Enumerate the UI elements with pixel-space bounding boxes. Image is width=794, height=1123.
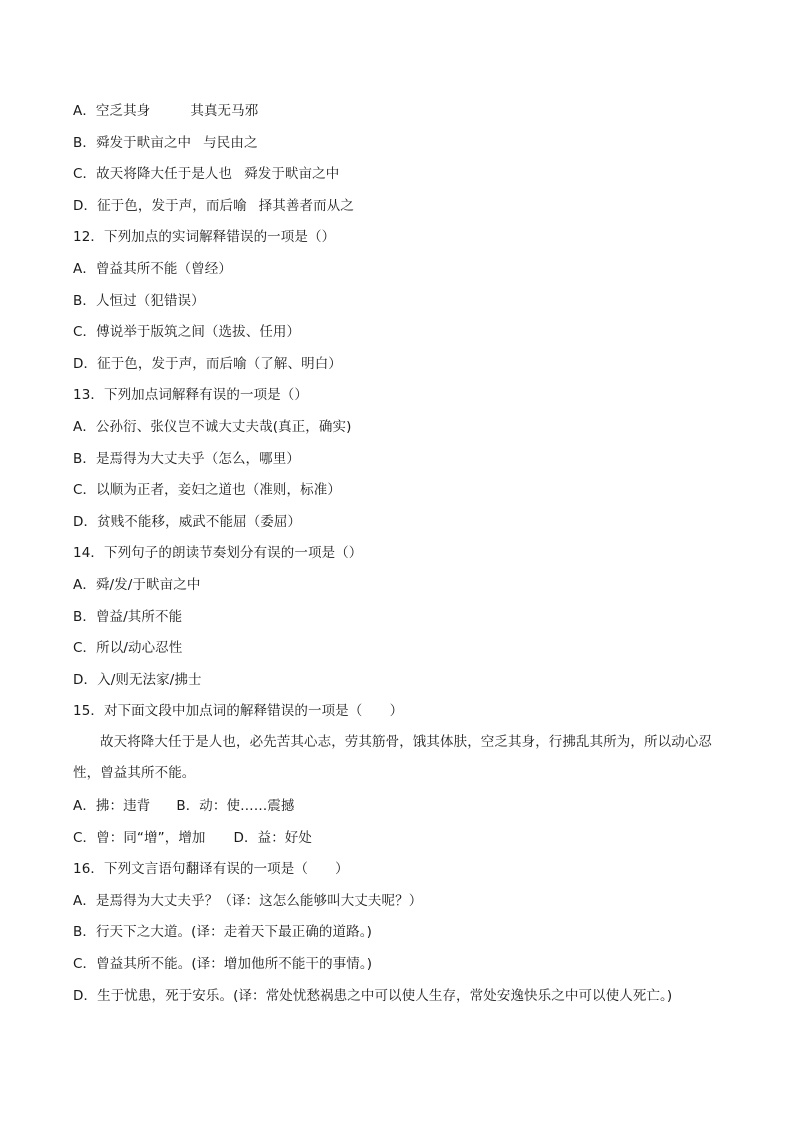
- option-text: B．动：使……震撼: [176, 798, 295, 815]
- question-stem: 16．下列文言语句翻译有误的一项是（ ）: [73, 861, 349, 878]
- option-text: A．拂：违背: [73, 798, 151, 815]
- option-line: A．是焉得为大丈夫乎？（译：这怎么能够叫大丈夫呢？）: [73, 892, 423, 909]
- option-line: [73, 163, 723, 195]
- option-line: C．所以/动心忍性: [73, 640, 183, 657]
- option-line: [73, 195, 723, 227]
- option-line: [73, 132, 723, 164]
- option-text: 舜发于畎亩之中: [244, 166, 340, 183]
- option-line: B．是焉得为大丈夫乎（怎么，哪里）: [73, 450, 300, 467]
- question-stem: 12．下列加点的实词解释错误的一项是（）: [73, 229, 336, 246]
- option-line: B．曾益/其所不能: [73, 608, 183, 625]
- question-stem: 13．下列加点词解释有误的一项是（）: [73, 387, 308, 404]
- document-content: [73, 100, 723, 1016]
- option-line: [73, 795, 723, 827]
- option-text: C．故天将降大任于是人也: [73, 166, 233, 183]
- question-stem: 14．下列句子的朗读节奏划分有误的一项是（）: [73, 545, 363, 562]
- option-line: A．舜/发/于畎亩之中: [73, 576, 201, 593]
- option-line: D．生于忧患，死于安乐。(译：常处忧愁祸患之中可以使人生存，常处安逸快乐之中可以使人死亡。): [73, 987, 673, 1004]
- option-line: [73, 827, 723, 859]
- option-line: C．曾益其所不能。(译：增加他所不能干的事情。): [73, 956, 373, 973]
- option-line: B．人恒过（犯错误）: [73, 292, 205, 309]
- option-line: D．征于色，发于声，而后喻（了解、明白）: [73, 355, 342, 372]
- option-text: 择其善者而从之: [258, 197, 354, 214]
- option-text: D．征于色，发于声，而后喻: [73, 197, 247, 214]
- passage-text: 故天将降大任于是人也，必先苦其心志，劳其筋骨，饿其体肤，空乏其身，行拂乱其所为，所以动心忍性，曾益其所不能。: [73, 733, 712, 782]
- option-line: A．曾益其所不能（曾经）: [73, 260, 232, 277]
- option-line: B．行天下之大道。(译：走着天下最正确的道路。): [73, 924, 372, 941]
- option-text: A．空乏其身: [73, 103, 151, 119]
- option-line: C．傅说举于版筑之间（选拔、任用）: [73, 324, 301, 341]
- option-text: C．曾：同“增”，增加: [73, 829, 206, 846]
- option-text: B．舜发于畎亩之中: [73, 134, 192, 151]
- option-text: 与民由之: [203, 134, 258, 151]
- option-line: D．入/则无法家/拂士: [73, 671, 202, 688]
- option-text: D．益：好处: [233, 829, 313, 846]
- question-stem: 15．对下面文段中加点词的解释错误的一项是（ ）: [73, 703, 404, 720]
- option-text: 其真无马邪: [190, 103, 259, 119]
- option-line: C．以顺为正者，妾妇之道也（准则，标准）: [73, 482, 341, 499]
- option-line: D．贫贱不能移，威武不能屈（委屈）: [73, 513, 302, 530]
- option-line: [73, 100, 723, 132]
- option-line: A．公孙衍、张仪岂不诚大丈夫哉(真正，确实): [73, 418, 352, 435]
